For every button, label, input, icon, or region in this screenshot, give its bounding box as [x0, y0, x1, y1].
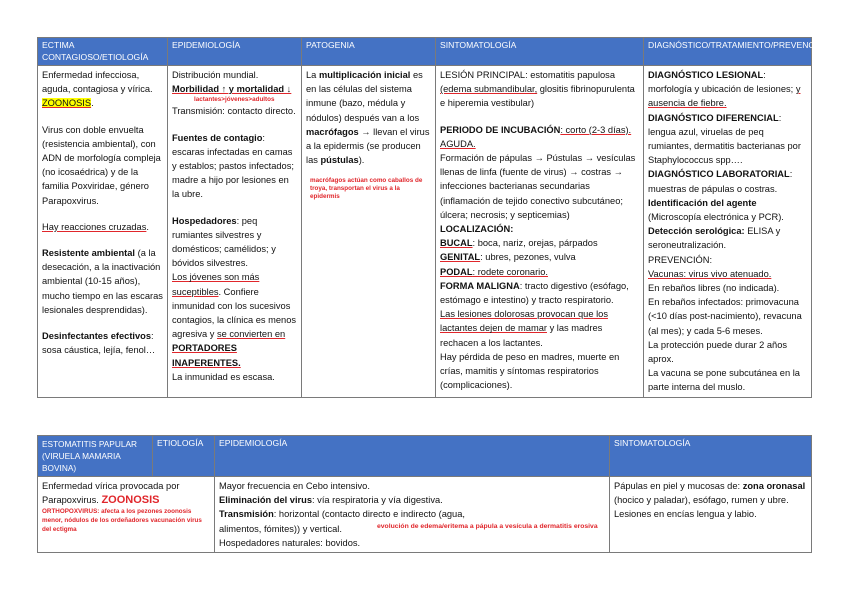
estomatitis-etiologia-cell: Enfermedad vírica provocada por Parapoxvirus. ZOONOSIS ORTHOPOXVIRUS: afecta a los pezones zoonosis menor, nódulos de los ordeñadores vacunación virus del ectigma [38, 477, 215, 553]
header-diagnostico: DIAGNÓSTICO/TRATAMIENTO/PREVENCIÓN [644, 38, 812, 66]
header-ectima-etiologia: ECTIMA CONTAGIOSO/ETIOLOGÍA [38, 38, 168, 66]
virus-description: Virus con doble envuelta (resistencia ambiental), con ADN de morfología compleja (no icosaédrica) y de la familia Poxviridae, género Parapoxvirus. [42, 124, 161, 206]
ectima-header-row [38, 38, 812, 66]
header-patogenia: PATOGENIA [302, 38, 436, 66]
reacciones-cruzadas: Hay reacciones cruzadas [42, 221, 147, 232]
handwritten-note-macrofagos: macrófagos actúan como caballos de troya, transportan el virus a la epidermis [310, 177, 423, 201]
handwritten-note-evolucion: evolución de edema/eritema a pápula a vesícula a dermatitis erosiva [377, 523, 598, 530]
ectima-epidemiologia-cell: Distribución mundial. Morbilidad ↑ y mortalidad ↓ lactantes>jóvenes>adultos Transmisión: contacto directo. Fuentes de contagio: escaras infectadas en camas y establos; pastos infectados; madre a hijo por lesiones en la ubre. Hospedadores: peq rumiantes silvestres y domésticos; camélidos; y bóvidos silvestres. Los jóvenes son más suceptibles. Confiere inmunidad con los sucesivos contagios, la clínica es menos agresiva y se convierten en PORTADORES INAPERENTES. La inmunidad es escasa. [168, 66, 302, 398]
portadores-inaperentes: PORTADORES INAPERENTES. [172, 343, 241, 368]
header-etiologia: ETIOLOGÍA [153, 436, 215, 477]
estomatitis-sintomatologia-cell: Pápulas en piel y mucosas de: zona oronasal (hocico y paladar), esófago, rumen y ubre. Lesiones en encías lengua y labio. [610, 477, 812, 553]
zoonosis-red: ZOONOSIS [101, 494, 160, 507]
handwritten-note-orthopoxvirus: ORTHOPOXVIRUS: afecta a los pezones zoonosis menor, nódulos de los ordeñadores vacunación virus del ectigma [42, 508, 202, 534]
ectima-etiologia-cell: Enfermedad infecciosa, aguda, contagiosa y vírica. ZOONOSIS. Virus con doble envuelta (resistencia ambiental), con ADN de morfología compleja (no icosaédrica) y de la familia Poxviridae, género Parapoxvirus. Hay reacciones cruzadas. Resistente ambiental (a la desecación, a la inactivación ambiental (10-15 años), mucho tiempo en las escaras lesionales desprendidas). Desinfectantes efectivos: sosa cáustica, lejía, fenol… [38, 66, 168, 398]
estomatitis-content-row [38, 477, 812, 553]
ectima-sintomatologia-cell: LESIÓN PRINCIPAL: estomatitis papulosa (edema submandibular, glositis fibrinopurulenta e hiperemia vestibular) PERIODO DE INCUBACIÓN: corto (2-3 días). AGUDA. Formación de pápulas → Pústulas → vesículas llenas de linfa (fuente de virus) → costras → infecciones bacterianas secundarias (inflamación de tejido conectivo subcutáneo; úlcera; necrosis; y septicemias) LOCALIZACIÓN: BUCAL: boca, nariz, orejas, párpados GENITAL: ubres, pezones, vulva PODAL: rodete coronario. FORMA MALIGNA: tracto digestivo (esófago, estómago e intestino) y tracto respiratorio. Las lesiones dolorosas provocan que los lactantes dejen de mamar y las madres rechacen a los lactantes. Hay pérdida de peso en madres, muerte en crías, mamitis y síntomas respiratorios (complicaciones). [436, 66, 644, 398]
estomatitis-table [37, 435, 812, 553]
header-epidemiologia-2: EPIDEMIOLOGÍA [215, 436, 610, 477]
morbilidad-text: Morbilidad ↑ y mortalidad ↓ [172, 84, 292, 95]
ectima-diagnostico-cell: DIAGNÓSTICO LESIONAL: morfología y ubicación de lesiones; y ausencia de fiebre. DIAGNÓSTICO DIFERENCIAL: lengua azul, viruelas de peq rumiantes, dermatitis bacterianas por Staphylococcus spp…. DIAGNÓSTICO LABORATORIAL: muestras de pápulas o costras. Identificación del agente (Microscopía electrónica y PCR). Detección serológica: ELISA y seroneutralización. PREVENCIÓN: Vacunas: virus vivo atenuado. En rebaños libres (no indicada). En rebaños infectados: primovacuna (<10 días post-nacimiento), revacuna (al mes); y cada 5-6 meses. La protección puede durar 2 años aprox. La vacuna se pone subcutánea en la parte interna del muslo. [644, 66, 812, 398]
ectima-patogenia-cell: La multiplicación inicial es en las células del sistema inmune (bazo, médula y nódulos) después van a los macrófagos → llevan el virus a la epidermis (se producen las pústulas). macrófagos actúan como caballos de troya, transportan el virus a la epidermis [302, 66, 436, 398]
estomatitis-header-row [38, 436, 812, 477]
header-sintomatologia-2: SINTOMATOLOGÍA [610, 436, 812, 477]
header-estomatitis: ESTOMATITIS PAPULAR (VIRUELA MAMARIA BOVINA) [38, 436, 153, 477]
header-sintomatologia: SINTOMATOLOGÍA [436, 38, 644, 66]
ectima-content-row [38, 66, 812, 398]
estomatitis-epidemiologia-cell: Mayor frecuencia en Cebo intensivo. Eliminación del virus: vía respiratoria y vía digestiva. Transmisión: horizontal (contacto directo e indirecto (agua, alimentos, fómites)) y vertical. Hospedadores naturales: bovidos. evolución de edema/eritema a pápula a vesícula a dermatitis erosiva [215, 477, 610, 553]
header-epidemiologia: EPIDEMIOLOGÍA [168, 38, 302, 66]
ectima-table [37, 37, 830, 398]
zoonosis-highlight: ZOONOSIS [42, 98, 92, 109]
handwritten-note-lactantes: lactantes>jóvenes>adultos [194, 96, 275, 104]
